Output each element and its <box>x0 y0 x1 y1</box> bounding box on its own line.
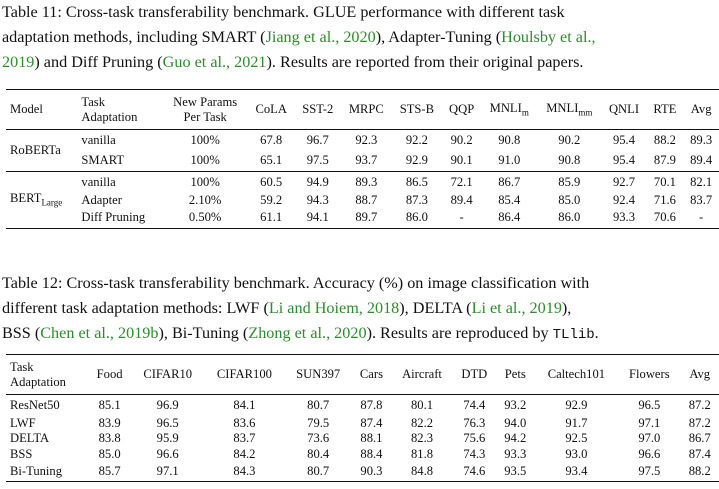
value-cell: 80.4 <box>307 446 330 461</box>
value-cell: 92.9 <box>405 153 428 168</box>
params-cell: 2.10% <box>188 192 222 207</box>
column-header-new-params <box>162 90 247 130</box>
value-cell: 84.8 <box>410 463 434 478</box>
value-cell: 93.3 <box>612 210 635 225</box>
value-cell: 92.7 <box>612 174 635 189</box>
header-text: Adaptation <box>10 374 66 389</box>
value-cell: 86.4 <box>498 210 521 225</box>
caption-text: ). Results are reproduced by <box>366 324 553 342</box>
header-subscript: m <box>521 107 529 118</box>
code-text: TLlib <box>552 327 595 343</box>
value-cell: 94.3 <box>306 192 329 207</box>
value-cell: 88.1 <box>360 431 383 446</box>
value-cell: 93.3 <box>504 446 527 461</box>
value-cell: 93.0 <box>565 446 588 461</box>
value-cell: 70.6 <box>653 210 676 225</box>
column-header-dataset: Aircraft <box>402 367 442 381</box>
header-text: Task <box>81 94 106 109</box>
value-cell: 83.7 <box>233 431 256 446</box>
value-cell: 88.7 <box>355 192 378 207</box>
value-cell: 89.3 <box>355 174 378 189</box>
value-cell: 91.7 <box>565 415 588 430</box>
method-cell: Adapter <box>81 192 122 207</box>
value-cell: 61.1 <box>260 210 283 225</box>
column-header-metric <box>647 90 684 130</box>
value-cell: 89.4 <box>450 192 473 207</box>
value-cell: 82.1 <box>690 174 713 189</box>
value-cell: 92.9 <box>565 397 588 412</box>
value-cell: 92.2 <box>405 132 428 147</box>
column-header-dataset: DTD <box>461 367 488 381</box>
value-cell: 87.2 <box>688 397 711 412</box>
header-text: MNLI <box>546 101 579 116</box>
value-cell: 90.1 <box>450 153 473 168</box>
column-header-metric <box>537 90 601 130</box>
value-cell: 82.2 <box>410 415 434 430</box>
column-header-metric <box>392 90 442 130</box>
table-row <box>6 151 719 172</box>
value-cell: 85.1 <box>98 397 121 412</box>
model-text: BERT <box>10 191 42 206</box>
table-row <box>6 130 719 151</box>
value-cell: 84.3 <box>233 463 256 478</box>
value-cell: 88.2 <box>688 463 711 478</box>
value-cell: - <box>459 210 464 225</box>
value-cell: 85.4 <box>498 192 521 207</box>
column-header-dataset: Avg <box>689 367 711 381</box>
caption-text: . <box>594 324 599 342</box>
method-cell: BSS <box>10 446 33 461</box>
citation-link[interactable]: Chen et al., 2019b <box>40 324 159 342</box>
value-cell: 74.4 <box>463 397 486 412</box>
value-cell: 95.9 <box>156 431 179 446</box>
value-cell: 89.4 <box>690 153 713 168</box>
caption-text: Table 11: Cross-task transferability benchmark. GLUE performance with different task <box>2 3 565 21</box>
method-cell: Bi-Tuning <box>10 463 63 478</box>
value-cell: 73.6 <box>307 431 330 446</box>
column-header-dataset: CIFAR100 <box>216 367 272 381</box>
value-cell: 76.3 <box>463 415 486 430</box>
caption-text: ), <box>561 299 572 317</box>
citation-link[interactable]: Guo et al., 2021 <box>162 53 267 71</box>
table-row <box>6 431 719 447</box>
value-cell: 83.6 <box>233 415 256 430</box>
value-cell: 93.4 <box>565 463 588 478</box>
value-cell: 92.3 <box>355 132 378 147</box>
value-cell: 82.3 <box>410 431 434 446</box>
column-header-dataset: Caltech101 <box>547 367 606 381</box>
header-text: RTE <box>653 102 677 116</box>
value-cell: 85.0 <box>558 192 581 207</box>
params-cell: 100% <box>190 153 220 168</box>
column-header-metric <box>481 90 537 130</box>
value-cell: 83.9 <box>98 415 121 430</box>
value-cell: 87.2 <box>688 415 711 430</box>
value-cell: 94.2 <box>504 431 527 446</box>
value-cell: 92.5 <box>565 431 588 446</box>
table-12 <box>6 354 719 482</box>
value-cell: 95.4 <box>612 132 635 147</box>
table-row <box>6 462 719 481</box>
header-text: Task <box>10 359 34 374</box>
header-text: CoLA <box>255 102 287 116</box>
table-row <box>6 193 719 209</box>
value-cell: 86.7 <box>688 431 711 446</box>
value-cell: 80.7 <box>307 397 330 412</box>
value-cell: 97.5 <box>306 153 329 168</box>
value-cell: 96.7 <box>306 132 329 147</box>
column-header-dataset: Cars <box>359 367 383 381</box>
value-cell: 96.5 <box>156 415 179 430</box>
citation-link[interactable]: 2019 <box>2 53 35 71</box>
column-header-metric <box>683 90 719 130</box>
value-cell: 88.4 <box>360 446 383 461</box>
caption-text: ), Bi-Tuning ( <box>158 324 249 342</box>
column-header-metric <box>248 90 295 130</box>
header-row <box>6 90 719 130</box>
column-header-task-adaptation <box>6 355 88 395</box>
method-cell: SMART <box>81 153 125 168</box>
value-cell: 90.8 <box>498 132 521 147</box>
params-cell: 100% <box>190 132 220 147</box>
header-text: New Params <box>173 94 238 109</box>
value-cell: 94.0 <box>504 415 527 430</box>
value-cell: 85.0 <box>98 446 121 461</box>
value-cell: 87.4 <box>688 446 711 461</box>
caption-text: BSS ( <box>2 324 41 342</box>
table-row <box>6 416 719 432</box>
column-header-dataset: CIFAR10 <box>143 367 193 381</box>
method-cell: vanilla <box>81 132 116 147</box>
value-cell: 60.5 <box>260 174 283 189</box>
value-cell: 65.1 <box>260 153 283 168</box>
citation-link[interactable]: Li et al., 2019 <box>471 299 562 317</box>
method-cell: ResNet50 <box>10 397 60 412</box>
table-row <box>6 172 719 193</box>
header-text: SST-2 <box>302 102 334 116</box>
value-cell: 91.0 <box>498 153 521 168</box>
table-row <box>6 447 719 463</box>
value-cell: 80.7 <box>307 463 330 478</box>
caption-line <box>2 25 719 50</box>
model-name <box>6 172 77 229</box>
caption-text: Table 12: Cross-task transferability benchmark. Accuracy (%) on image classification with <box>2 274 590 292</box>
header-text: Adaptation <box>81 109 138 124</box>
header-text: Avg <box>690 102 712 116</box>
value-cell: 90.3 <box>360 463 383 478</box>
caption-text: ). Results are reported from their original papers. <box>266 53 584 71</box>
value-cell: 96.9 <box>156 397 179 412</box>
value-cell: 89.7 <box>355 210 378 225</box>
caption-text: ) and Diff Pruning ( <box>34 53 163 71</box>
value-cell: 81.8 <box>410 446 434 461</box>
value-cell: 80.1 <box>410 397 434 412</box>
value-cell: 96.6 <box>638 446 661 461</box>
value-cell: 92.4 <box>612 192 635 207</box>
value-cell: 90.8 <box>558 153 581 168</box>
caption-line <box>2 321 719 348</box>
value-cell: 89.3 <box>690 132 713 147</box>
value-cell: 94.1 <box>306 210 329 225</box>
method-cell: Diff Pruning <box>81 210 146 225</box>
column-header-metric <box>341 90 392 130</box>
value-cell: 87.3 <box>405 192 428 207</box>
model-subscript: Large <box>41 198 63 208</box>
column-header-dataset: SUN397 <box>296 367 341 381</box>
value-cell: 88.2 <box>653 132 676 147</box>
column-header-dataset: Flowers <box>629 367 670 381</box>
value-cell: 86.0 <box>405 210 428 225</box>
params-cell: 100% <box>190 174 220 189</box>
table-12-caption <box>2 271 719 348</box>
method-cell: LWF <box>10 415 36 430</box>
value-cell: 94.9 <box>306 174 329 189</box>
column-header-metric <box>442 90 481 130</box>
caption-line <box>2 271 719 296</box>
column-header-metric <box>601 90 646 130</box>
value-cell: 90.2 <box>558 132 581 147</box>
header-text: MNLI <box>489 101 522 116</box>
model-text: RoBERTa <box>10 143 61 157</box>
value-cell: 96.5 <box>638 397 661 412</box>
value-cell: 86.0 <box>558 210 581 225</box>
value-cell: 83.8 <box>98 431 121 446</box>
header-text: Per Task <box>183 109 227 124</box>
value-cell: 71.6 <box>653 192 676 207</box>
method-cell: DELTA <box>10 431 50 446</box>
citation-link[interactable]: Zhong et al., 2020 <box>248 324 367 342</box>
column-header-dataset: Food <box>96 367 123 381</box>
value-cell: 85.7 <box>98 463 121 478</box>
value-cell: - <box>699 210 704 225</box>
citation-link[interactable]: Jiang et al., 2020 <box>265 28 376 46</box>
value-cell: 93.5 <box>504 463 527 478</box>
table-11 <box>6 89 719 229</box>
value-cell: 90.2 <box>450 132 473 147</box>
header-text: STS-B <box>399 102 435 116</box>
value-cell: 93.2 <box>504 397 527 412</box>
params-cell: 0.50% <box>188 210 222 225</box>
value-cell: 87.9 <box>653 153 676 168</box>
value-cell: 97.5 <box>638 463 661 478</box>
value-cell: 59.2 <box>260 192 283 207</box>
value-cell: 96.6 <box>156 446 179 461</box>
column-header-task-adaptation <box>77 90 162 130</box>
header-text: MRPC <box>348 102 384 116</box>
value-cell: 97.0 <box>638 431 661 446</box>
header-subscript: mm <box>578 107 593 118</box>
citation-link[interactable]: Li and Hoiem, 2018 <box>268 299 400 317</box>
caption-line <box>2 50 719 75</box>
model-name <box>6 130 77 172</box>
value-cell: 93.7 <box>355 153 378 168</box>
column-header-dataset: Pets <box>504 367 526 381</box>
header-row <box>6 355 719 395</box>
caption-line <box>2 0 719 25</box>
value-cell: 83.7 <box>690 192 713 207</box>
value-cell: 74.3 <box>463 446 486 461</box>
value-cell: 84.1 <box>233 397 256 412</box>
caption-text: adaptation methods, including SMART ( <box>2 28 266 46</box>
header-text: QQP <box>449 102 475 116</box>
value-cell: 97.1 <box>156 463 179 478</box>
table-11-caption <box>2 0 719 75</box>
citation-link[interactable]: Houlsby et al., <box>501 28 596 46</box>
value-cell: 79.5 <box>307 415 330 430</box>
value-cell: 70.1 <box>653 174 676 189</box>
method-cell: vanilla <box>81 174 116 189</box>
header-text: QNLI <box>608 102 640 116</box>
value-cell: 86.7 <box>498 174 521 189</box>
caption-line <box>2 296 719 321</box>
value-cell: 87.8 <box>360 397 383 412</box>
value-cell: 97.1 <box>638 415 661 430</box>
table-row <box>6 208 719 228</box>
value-cell: 95.4 <box>612 153 635 168</box>
value-cell: 87.4 <box>360 415 383 430</box>
value-cell: 85.9 <box>558 174 581 189</box>
caption-text: ), Adapter-Tuning ( <box>375 28 502 46</box>
value-cell: 84.2 <box>233 446 256 461</box>
table-row <box>6 395 719 416</box>
value-cell: 72.1 <box>450 174 473 189</box>
value-cell: 74.6 <box>463 463 486 478</box>
value-cell: 86.5 <box>405 174 428 189</box>
caption-text: ), DELTA ( <box>399 299 472 317</box>
value-cell: 67.8 <box>260 132 283 147</box>
caption-text: different task adaptation methods: LWF ( <box>2 299 269 317</box>
column-header-metric <box>295 90 341 130</box>
value-cell: 75.6 <box>463 431 486 446</box>
column-header-model: Model <box>10 102 43 116</box>
